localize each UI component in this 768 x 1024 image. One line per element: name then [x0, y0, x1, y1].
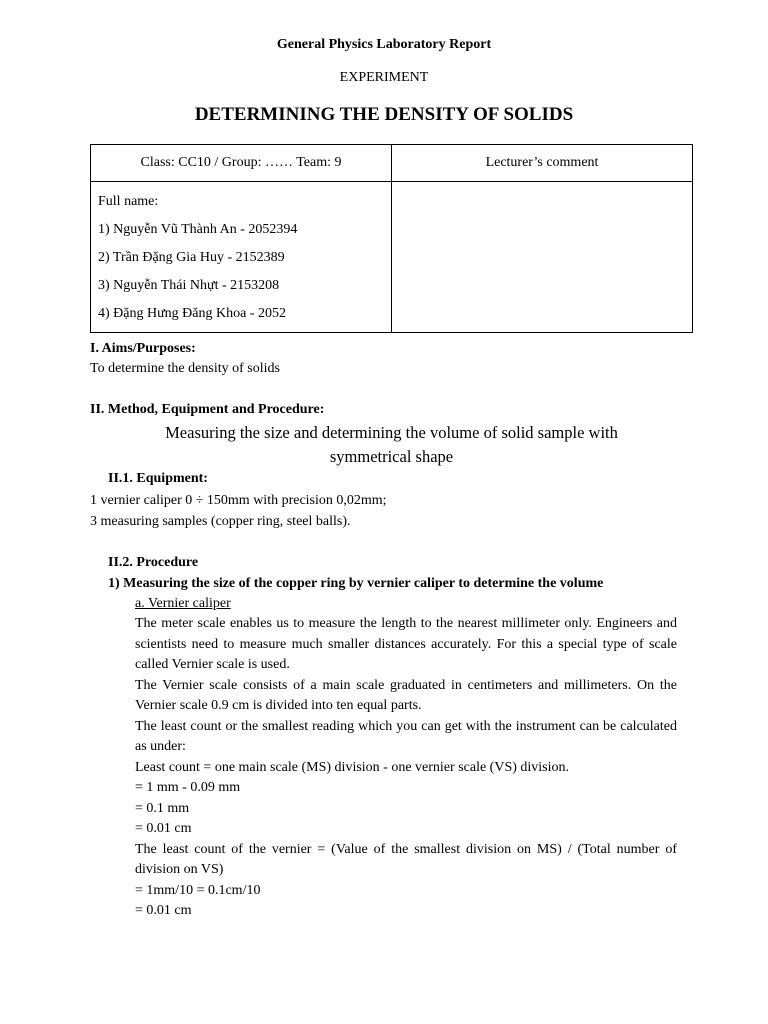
paragraph: The Vernier scale consists of a main scale graduated in centimeters and millimeters. On the Vernier scale 0.9 cm is divided into ten equal parts. [135, 677, 677, 713]
member-item: 3) Nguyễn Thái Nhựt - 2153208 [98, 278, 280, 293]
member-item: 1) Nguyễn Vũ Thành An - 2052394 [98, 222, 298, 237]
step1-heading: 1) Measuring the size of the copper ring by vernier caliper to determine the volume [108, 576, 604, 591]
equipment-line-1: 1 vernier caliper 0 ÷ 150mm with precision 0,02mm; [90, 493, 387, 508]
formula-line: = 0.1 mm [135, 800, 190, 816]
method-subtitle-line1: Measuring the size and determining the volume of solid sample with [165, 423, 618, 442]
section-method-heading: II. Method, Equipment and Procedure: [90, 402, 325, 417]
report-title: General Physics Laboratory Report [276, 37, 492, 52]
method-subtitle-line2: symmetrical shape [329, 447, 454, 466]
paragraph: The least count or the smallest reading which you can get with the instrument can be calculated as under: [135, 718, 677, 754]
procedure-heading: II.2. Procedure [108, 555, 199, 570]
class-group-team-cell: Class: CC10 / Group: …… Team: 9 [91, 145, 392, 182]
member-item: 4) Đặng Hưng Đăng Khoa - 2052 [98, 306, 286, 321]
formula-line: = 0.01 cm [135, 903, 192, 918]
equipment-line-2: 3 measuring samples (copper ring, steel balls). [90, 514, 351, 529]
method-subtitle [90, 421, 693, 469]
members-cell [91, 182, 392, 333]
full-name-label: Full name: [98, 194, 159, 209]
paragraph: The least count of the vernier = (Value of the smallest division on MS) / (Total number of division on VS) [135, 841, 677, 877]
paragraph: The meter scale enables us to measure the length to the nearest millimeter only. Engineers and scientists need to measure much smaller distances accurately. For this a special type of scale called Vernier scale is used. [135, 616, 677, 672]
page-title: DETERMINING THE DENSITY OF SOLIDS [194, 104, 574, 125]
formula-line: Least count = one main scale (MS) division - one vernier scale (VS) division. [135, 759, 570, 775]
equipment-heading: II.1. Equipment: [108, 471, 208, 486]
member-item: 2) Trần Đặng Gia Huy - 2152389 [98, 250, 285, 265]
lecturer-comment-header: Lecturer’s comment [392, 145, 693, 182]
vernier-caliper-subheading: a. Vernier caliper [135, 596, 231, 611]
aims-text: To determine the density of solids [90, 361, 280, 376]
experiment-label: EXPERIMENT [339, 70, 429, 85]
info-table [90, 144, 693, 333]
formula-line: = 1mm/10 = 0.1cm/10 [135, 882, 261, 898]
procedure-body [135, 614, 677, 922]
formula-line: = 0.01 cm [135, 821, 192, 836]
section-aims-heading: I. Aims/Purposes: [90, 341, 196, 356]
lecturer-comment-cell [392, 182, 693, 333]
formula-line: = 1 mm - 0.09 mm [135, 780, 241, 795]
